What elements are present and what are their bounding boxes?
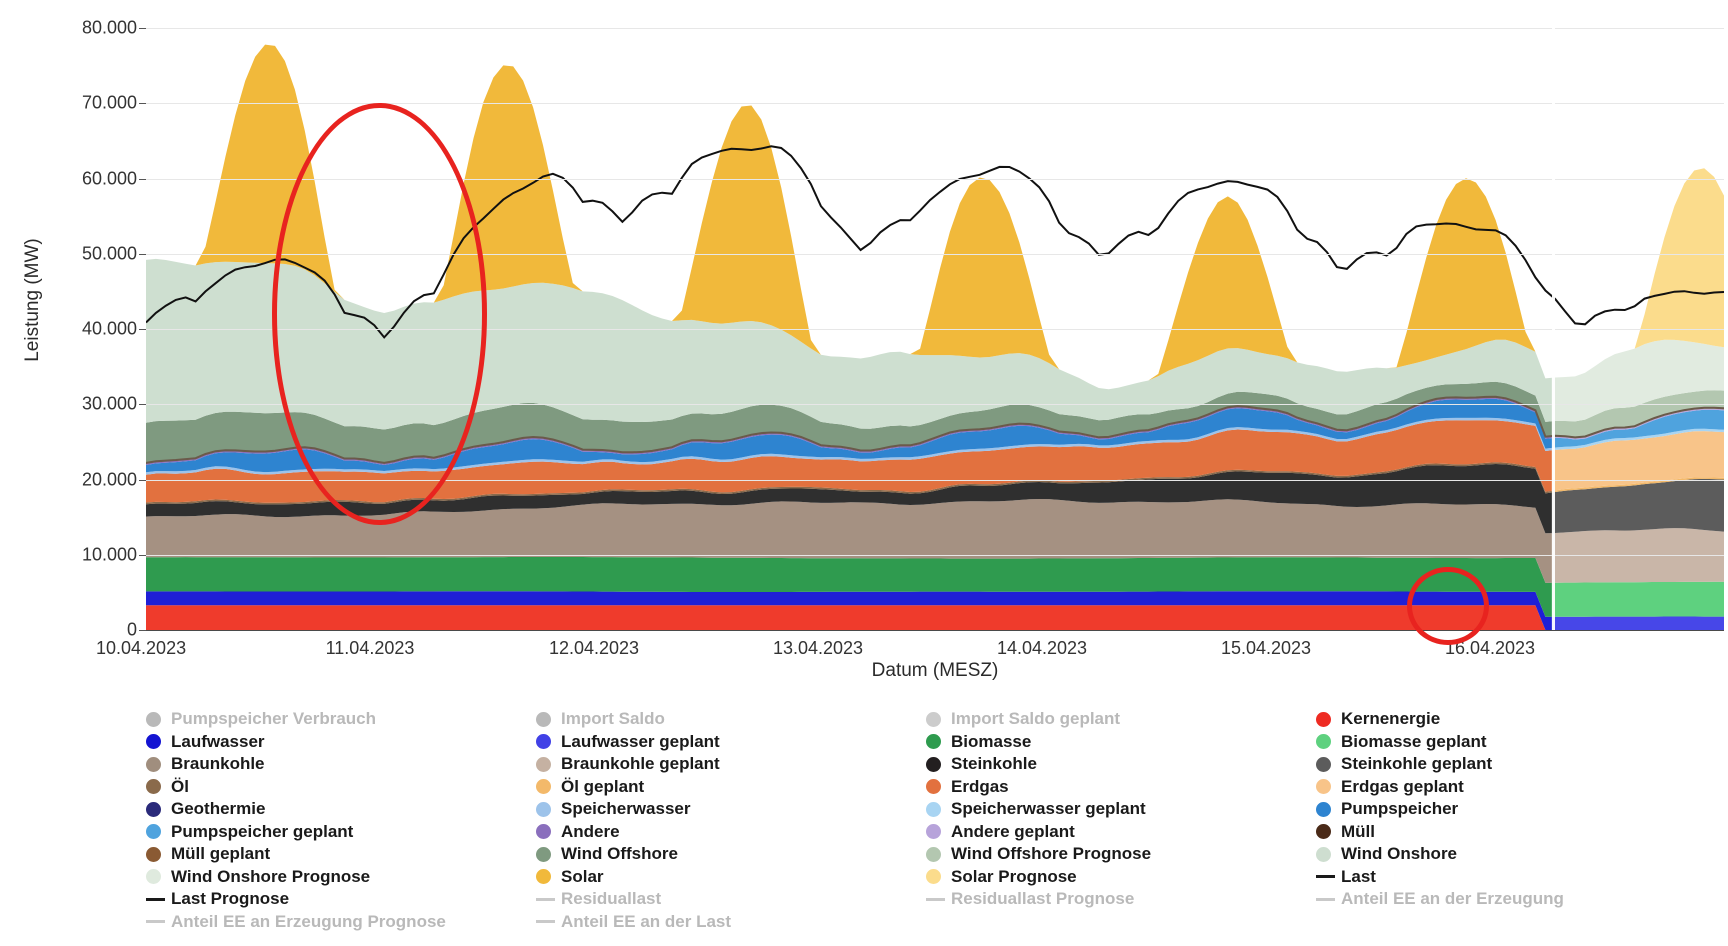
legend-item[interactable] bbox=[926, 866, 1316, 889]
legend-dot-icon bbox=[1316, 757, 1331, 772]
legend-item-label: Solar Prognose bbox=[951, 866, 1077, 886]
legend-item[interactable] bbox=[536, 821, 926, 844]
legend-item-label: Import Saldo bbox=[561, 709, 665, 729]
legend-dot-icon bbox=[926, 734, 941, 749]
legend-item-label: Wind Onshore bbox=[1341, 844, 1458, 864]
legend-dot-icon bbox=[146, 712, 161, 727]
y-tick-label: 70.000 bbox=[81, 92, 137, 113]
annotation-ellipse-nuclear bbox=[1407, 567, 1489, 645]
y-tick-label: 80.000 bbox=[81, 17, 137, 38]
legend-dot-icon bbox=[1316, 712, 1331, 727]
legend-item-label: Geothermie bbox=[171, 799, 266, 819]
gridline bbox=[146, 28, 1724, 29]
x-axis-label: Datum (MESZ) bbox=[871, 660, 999, 681]
legend-item-label: Müll bbox=[1341, 821, 1375, 841]
y-tick-label: 20.000 bbox=[81, 469, 137, 489]
legend-item[interactable] bbox=[146, 866, 536, 889]
legend-item-label: Pumpspeicher bbox=[1341, 799, 1459, 819]
legend-item-label: Braunkohle geplant bbox=[561, 754, 720, 774]
legend-item-label: Biomasse geplant bbox=[1341, 731, 1487, 751]
legend-item[interactable] bbox=[146, 888, 536, 911]
legend-item-label: Erdgas bbox=[951, 776, 1009, 796]
legend-dot-icon bbox=[146, 802, 161, 817]
legend-dot-icon bbox=[1316, 734, 1331, 749]
legend-item-label: Wind Offshore Prognose bbox=[951, 844, 1152, 864]
x-tick-label: 10.04.2023 bbox=[96, 638, 187, 658]
legend-dot-icon bbox=[1316, 824, 1331, 839]
legend-dot-icon bbox=[926, 757, 941, 772]
legend-item[interactable] bbox=[536, 911, 926, 934]
legend-item-label: Öl bbox=[171, 776, 189, 796]
legend-item-label: Öl geplant bbox=[561, 776, 645, 796]
legend-line-icon bbox=[926, 898, 945, 901]
legend-dot-icon bbox=[146, 757, 161, 772]
legend-dot-icon bbox=[536, 734, 551, 749]
legend-line-icon bbox=[1316, 898, 1335, 901]
legend-dot-icon bbox=[926, 712, 941, 727]
legend-dot-icon bbox=[146, 847, 161, 862]
y-tick-label: 40.000 bbox=[81, 318, 137, 339]
y-tick-mark bbox=[139, 404, 146, 405]
legend-item-label: Speicherwasser geplant bbox=[951, 799, 1146, 819]
y-tick-mark bbox=[139, 103, 146, 104]
legend-item[interactable] bbox=[926, 731, 1316, 754]
legend-item[interactable] bbox=[1316, 753, 1706, 776]
legend-item[interactable] bbox=[926, 798, 1316, 821]
legend-item-label: Steinkohle geplant bbox=[1341, 754, 1493, 774]
legend-item-label: Last bbox=[1341, 866, 1376, 886]
legend-item[interactable] bbox=[536, 866, 926, 889]
y-axis-label: Leistung (MW) bbox=[22, 238, 43, 362]
legend-item[interactable] bbox=[146, 708, 536, 731]
legend-line-icon bbox=[146, 898, 165, 901]
legend-item[interactable] bbox=[1316, 708, 1706, 731]
legend-item-label: Last Prognose bbox=[171, 889, 290, 909]
legend-dot-icon bbox=[536, 824, 551, 839]
x-axis-line bbox=[146, 630, 1724, 631]
legend-item[interactable] bbox=[1316, 843, 1706, 866]
legend-item-label: Anteil EE an der Erzeugung bbox=[1341, 889, 1564, 909]
legend-item[interactable] bbox=[146, 798, 536, 821]
legend-item[interactable] bbox=[926, 776, 1316, 799]
legend-dot-icon bbox=[926, 847, 941, 862]
legend-dot-icon bbox=[926, 824, 941, 839]
legend-dot-icon bbox=[926, 779, 941, 794]
legend-item-label: Residuallast Prognose bbox=[951, 889, 1135, 909]
x-tick-label: 13.04.2023 bbox=[772, 638, 864, 658]
legend-item-label: Pumpspeicher geplant bbox=[171, 821, 354, 841]
legend-item-label: Wind Offshore bbox=[561, 844, 678, 864]
legend-line-icon bbox=[146, 920, 165, 923]
legend-line-icon bbox=[536, 898, 555, 901]
y-tick-label: 30.000 bbox=[81, 393, 137, 414]
legend-item-label: Pumpspeicher Verbrauch bbox=[171, 709, 377, 729]
legend-dot-icon bbox=[926, 869, 941, 884]
legend-item-label: Braunkohle bbox=[171, 754, 265, 774]
legend-item[interactable] bbox=[926, 753, 1316, 776]
legend-item[interactable] bbox=[146, 776, 536, 799]
legend-item-label: Solar bbox=[561, 866, 604, 886]
legend-dot-icon bbox=[146, 824, 161, 839]
legend-item[interactable] bbox=[1316, 888, 1706, 911]
y-tick-mark bbox=[139, 329, 146, 330]
legend-item[interactable] bbox=[1316, 866, 1706, 889]
legend-dot-icon bbox=[536, 802, 551, 817]
legend-item[interactable] bbox=[1316, 776, 1706, 799]
y-tick-label: 10.000 bbox=[81, 544, 137, 565]
legend-item-label: Biomasse bbox=[951, 731, 1032, 751]
legend-item-label: Steinkohle bbox=[951, 754, 1037, 774]
legend-item-label: Müll geplant bbox=[171, 844, 271, 864]
legend-item[interactable] bbox=[926, 843, 1316, 866]
legend-item[interactable] bbox=[146, 911, 536, 934]
legend-item[interactable] bbox=[536, 776, 926, 799]
x-tick-label: 14.04.2023 bbox=[996, 638, 1088, 658]
annotation-ellipse-solar-wind bbox=[272, 103, 487, 524]
legend-dot-icon bbox=[146, 869, 161, 884]
legend-dot-icon bbox=[926, 802, 941, 817]
legend-item-label: Erdgas geplant bbox=[1341, 776, 1464, 796]
gridline bbox=[146, 555, 1724, 556]
legend-item-label: Speicherwasser bbox=[561, 799, 691, 819]
chart-legend bbox=[146, 708, 1706, 933]
legend-dot-icon bbox=[536, 757, 551, 772]
legend-item-label: Anteil EE an Erzeugung Prognose bbox=[171, 911, 446, 931]
legend-dot-icon bbox=[1316, 802, 1331, 817]
legend-item[interactable] bbox=[536, 888, 926, 911]
legend-item[interactable] bbox=[146, 731, 536, 754]
y-tick-label: 0 bbox=[126, 619, 137, 640]
legend-item[interactable] bbox=[536, 753, 926, 776]
legend-dot-icon bbox=[536, 847, 551, 862]
legend-dot-icon bbox=[1316, 847, 1331, 862]
y-tick-mark bbox=[139, 28, 146, 29]
legend-item[interactable] bbox=[926, 821, 1316, 844]
y-tick-mark bbox=[139, 630, 146, 631]
y-tick-label: 60.000 bbox=[81, 168, 137, 188]
y-tick-mark bbox=[139, 179, 146, 180]
legend-item-label: Laufwasser bbox=[171, 731, 265, 751]
legend-item[interactable] bbox=[536, 843, 926, 866]
legend-item-label: Residuallast bbox=[561, 889, 662, 909]
legend-dot-icon bbox=[1316, 779, 1331, 794]
legend-dot-icon bbox=[146, 779, 161, 794]
y-tick-label: 50.000 bbox=[81, 243, 137, 264]
x-tick-label: 11.04.2023 bbox=[325, 638, 415, 658]
legend-item[interactable] bbox=[536, 798, 926, 821]
legend-item-label: Kernenergie bbox=[1341, 709, 1441, 729]
legend-item[interactable] bbox=[536, 708, 926, 731]
x-tick-label: 12.04.2023 bbox=[548, 638, 640, 658]
legend-item-label: Laufwasser geplant bbox=[561, 731, 720, 751]
legend-item[interactable] bbox=[1316, 821, 1706, 844]
legend-line-icon bbox=[536, 920, 555, 923]
legend-item-label: Andere geplant bbox=[951, 821, 1075, 841]
legend-item[interactable] bbox=[926, 888, 1316, 911]
legend-item[interactable] bbox=[536, 731, 926, 754]
legend-item[interactable] bbox=[146, 821, 536, 844]
legend-dot-icon bbox=[536, 779, 551, 794]
y-tick-mark bbox=[139, 480, 146, 481]
legend-item[interactable] bbox=[146, 843, 536, 866]
legend-item[interactable] bbox=[926, 708, 1316, 731]
legend-dot-icon bbox=[536, 712, 551, 727]
y-tick-mark bbox=[139, 254, 146, 255]
legend-item[interactable] bbox=[146, 753, 536, 776]
y-tick-mark bbox=[139, 555, 146, 556]
x-tick-label: 16.04.2023 bbox=[1444, 638, 1536, 658]
legend-dot-icon bbox=[146, 734, 161, 749]
legend-line-icon bbox=[1316, 875, 1335, 878]
forecast-divider-line bbox=[1552, 28, 1555, 630]
legend-item[interactable] bbox=[1316, 731, 1706, 754]
legend-item-label: Wind Onshore Prognose bbox=[171, 866, 371, 886]
legend-item-label: Andere bbox=[561, 821, 620, 841]
legend-dot-icon bbox=[536, 869, 551, 884]
legend-item-label: Import Saldo geplant bbox=[951, 709, 1121, 729]
legend-item[interactable] bbox=[1316, 798, 1706, 821]
legend-item-label: Anteil EE an der Last bbox=[561, 911, 732, 931]
x-tick-label: 15.04.2023 bbox=[1220, 638, 1312, 658]
